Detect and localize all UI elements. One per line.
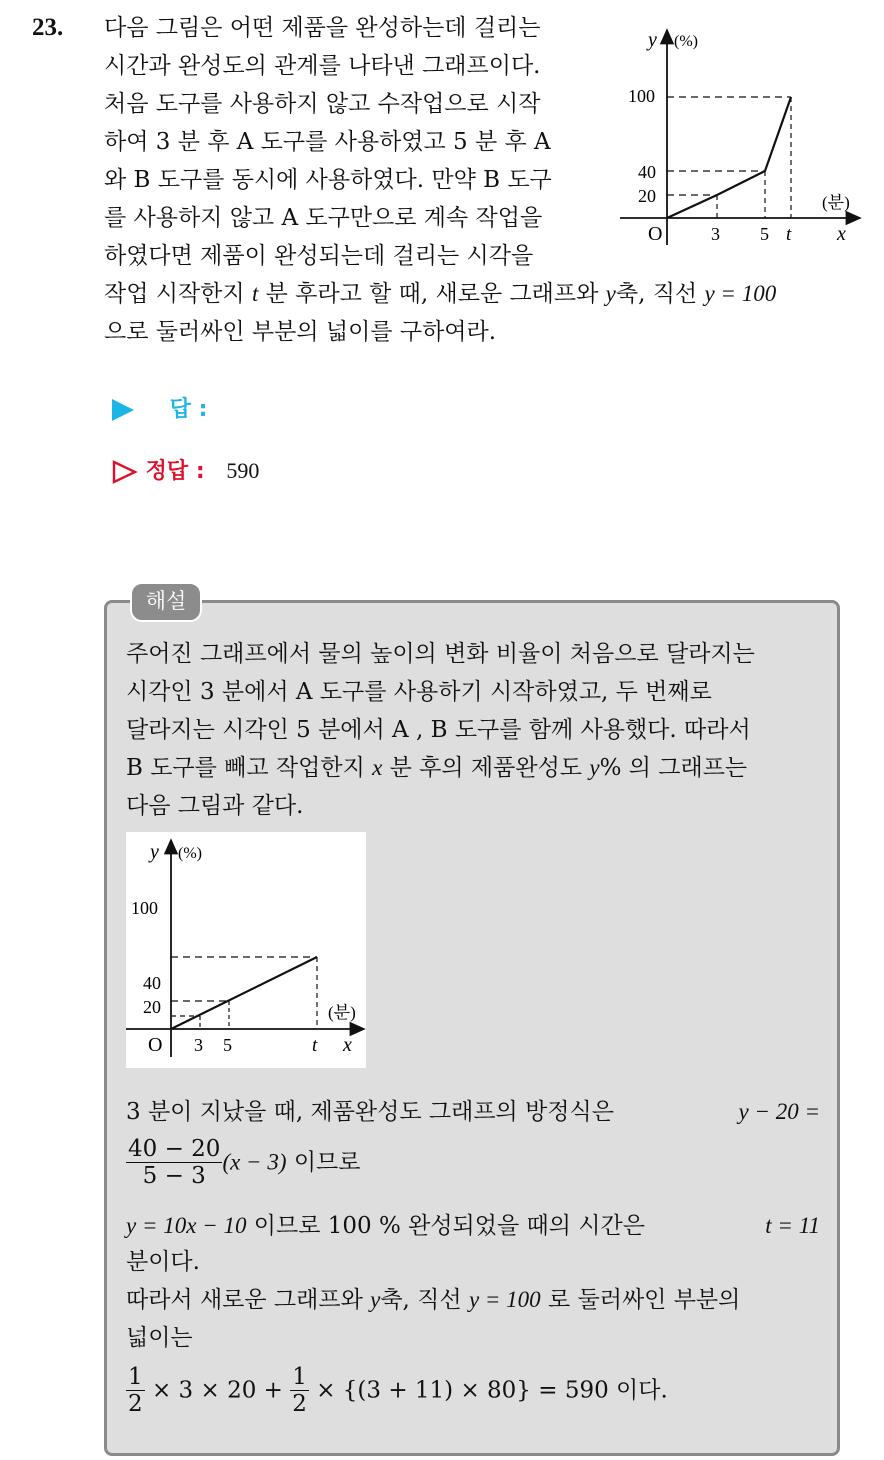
equation-2-lhs: y = 10x − 10 <box>126 1213 247 1238</box>
answer-row <box>112 392 207 423</box>
question-line-8-b: 분 후라고 할 때, 새로운 그래프와 <box>265 281 599 307</box>
x-tick-3: 3 <box>711 224 720 244</box>
y-axis-unit: (%) <box>674 33 698 50</box>
area-line <box>126 1282 740 1318</box>
fraction-tail: (x − 3) <box>222 1149 287 1175</box>
x-axis-label: x <box>837 223 846 245</box>
explanation-tag: 해설 <box>130 582 202 622</box>
variable-y: y <box>370 1287 381 1312</box>
question-line-1: 다음 그림은 어떤 제품을 완성하는데 걸리는 <box>104 15 541 41</box>
x-axis-unit: (분) <box>822 193 850 212</box>
question-line-5: 와 B 도구를 동시에 사용하였다. 만약 B 도구 <box>104 167 552 193</box>
question-line-6: 를 사용하지 않고 A 도구만으로 계속 작업을 <box>104 205 543 231</box>
question-line-7: 하였다면 제품이 완성되는데 걸리는 시각을 <box>104 243 534 269</box>
fraction-half-2 <box>290 1364 309 1417</box>
play-outline-icon <box>112 460 138 484</box>
equation-1-text: 3 분이 지났을 때, 제품완성도 그래프의 방정식은 <box>126 1099 614 1125</box>
fraction-numerator: 40 − 20 <box>128 1136 221 1162</box>
final-equation <box>126 1364 668 1417</box>
y-tick-40: 40 <box>638 162 656 182</box>
variable-y: y <box>605 281 616 306</box>
fraction-denominator: 2 <box>128 1391 143 1417</box>
question-line-4: 하여 3 분 후 A 도구를 사용하였고 5 분 후 A <box>104 129 551 155</box>
x-tick-t: t <box>312 1035 318 1056</box>
x-axis-label: x <box>343 1034 352 1056</box>
fraction-numerator: 1 <box>292 1364 307 1390</box>
answer-label: 답 : <box>169 397 208 422</box>
fraction-numerator: 1 <box>128 1364 143 1390</box>
question-graph <box>610 20 870 250</box>
explanation-line-1: 주어진 그래프에서 물의 높이의 변화 비율이 처음으로 달라지는 <box>126 641 755 667</box>
origin-label: O <box>148 1034 163 1056</box>
equation-1-lhs: y − 20 = <box>738 1099 820 1124</box>
correct-answer-label: 정답 : <box>145 459 205 484</box>
play-icon <box>112 399 134 421</box>
variable-y: y <box>589 755 600 780</box>
equation-2-mid: 이므로 100 % 완성되었을 때의 시간은 <box>253 1213 645 1239</box>
x-axis-unit: (분) <box>328 1003 356 1022</box>
equation-2-t: t = 11 <box>765 1213 820 1238</box>
area-line-b: 축, 직선 <box>380 1287 462 1313</box>
explanation-line-4-b: 분 후의 제품완성도 <box>389 755 583 781</box>
fraction-slope <box>126 1136 222 1189</box>
explanation-line-4 <box>126 750 747 786</box>
question-line-8-c: 축, 직선 <box>615 281 698 307</box>
x-tick-5: 5 <box>223 1035 232 1055</box>
question-line-2: 시간과 완성도의 관계를 나타낸 그래프이다. <box>104 53 541 79</box>
final-tail: 이다. <box>616 1377 668 1404</box>
equation-line-1 <box>126 1094 820 1130</box>
question-line-8-a: 작업 시작한지 <box>104 281 245 307</box>
x-tick-5: 5 <box>760 224 769 244</box>
explanation-line-4-c: % 의 그래프는 <box>599 755 748 781</box>
area-line-a: 따라서 새로운 그래프와 <box>126 1287 363 1313</box>
equation-line-2 <box>126 1136 360 1189</box>
explanation-line-3: 달라지는 시각인 5 분에서 A , B 도구를 함께 사용했다. 따라서 <box>126 717 751 743</box>
equation-line-3 <box>126 1208 820 1244</box>
y-tick-20: 20 <box>638 186 656 206</box>
y-axis-label: y <box>150 841 159 863</box>
final-middle-1: × 3 × 20 + <box>151 1377 283 1404</box>
explanation-line-2: 시각인 3 분에서 A 도구를 사용하기 시작하였고, 두 번째로 <box>126 679 712 705</box>
area-line-2: 넓이는 <box>126 1325 193 1351</box>
y-axis-label: y <box>648 29 657 51</box>
correct-answer-value: 590 <box>226 458 260 483</box>
question-number: 23. <box>32 14 64 41</box>
x-tick-t: t <box>786 224 792 245</box>
question-line-8 <box>104 276 776 312</box>
explanation-graph <box>126 832 366 1068</box>
fraction-after: 이므로 <box>293 1149 361 1176</box>
correct-answer-row <box>112 454 259 485</box>
variable-x: x <box>372 755 383 780</box>
equation-y-100: y = 100 <box>704 281 777 306</box>
fraction-half-1 <box>126 1364 145 1417</box>
fraction-denominator: 2 <box>292 1391 307 1417</box>
explanation-line-5: 다음 그림과 같다. <box>126 793 304 819</box>
y-tick-40: 40 <box>143 973 161 993</box>
fraction-denominator: 5 − 3 <box>142 1163 206 1189</box>
equation-line-4: 분이다. <box>126 1249 200 1275</box>
y-tick-100: 100 <box>628 86 655 106</box>
final-middle-2: × {(3 + 11) × 80} = 590 <box>316 1377 609 1404</box>
y-tick-20: 20 <box>143 997 161 1017</box>
question-line-3: 처음 도구를 사용하지 않고 수작업으로 시작 <box>104 91 541 117</box>
equation-y-100: y = 100 <box>468 1287 541 1312</box>
variable-t: t <box>251 281 259 306</box>
x-tick-3: 3 <box>194 1035 203 1055</box>
area-line-c: 로 둘러싸인 부분의 <box>547 1287 741 1313</box>
completion-line <box>667 97 791 218</box>
y-axis-unit: (%) <box>178 845 202 862</box>
explanation-line-4-a: B 도구를 빼고 작업한지 <box>126 755 365 781</box>
y-tick-100: 100 <box>131 898 158 918</box>
origin-label: O <box>648 223 663 245</box>
question-line-9: 으로 둘러싸인 부분의 넓이를 구하여라. <box>104 319 497 345</box>
